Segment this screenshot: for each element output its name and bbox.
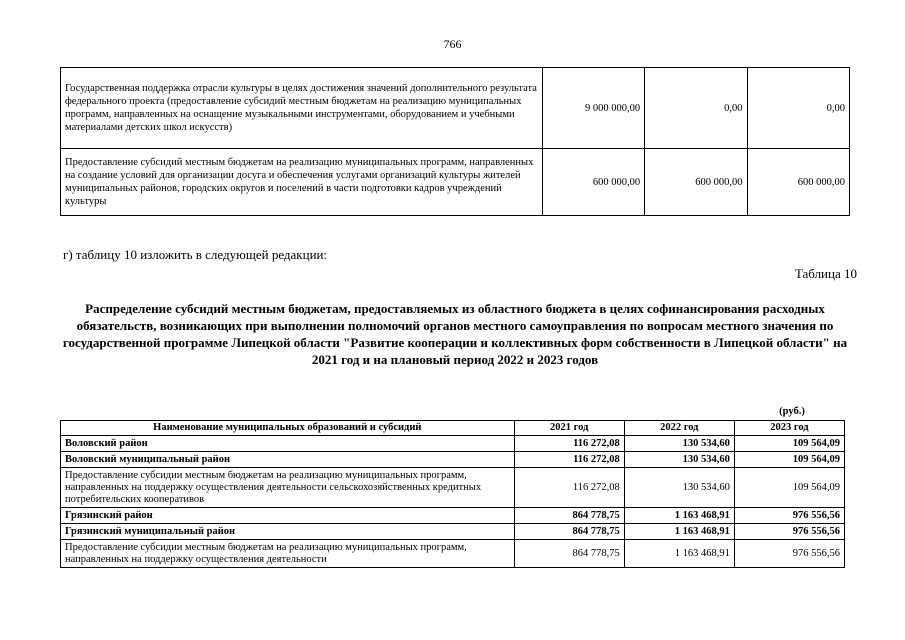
row-name: Предоставление субсидии местным бюджетам на реализацию муниципальных программ, направленных на поддержку осуществления деятельности сельскохозяйственных кредитных потребительских кооперативов [61,468,515,508]
value-2022: 1 163 468,91 [624,508,734,524]
unit-label: (руб.) [779,406,805,417]
value-2022: 0,00 [645,68,747,149]
value-2023: 976 556,56 [734,540,844,568]
header-2023: 2023 год [734,421,844,436]
page-number: 766 [443,37,462,51]
value-2021: 116 272,08 [514,452,624,468]
row-description: Государственная поддержка отрасли культуры в целях достижения значений дополнительного результата федерального проекта (предоставление субсидий местным бюджетам на реализацию муниципальных программ, направленных на оснащение музыкальными инструментами, оборудованием и учебными материалами детских школ искусств) [61,68,543,149]
value-2021: 864 778,75 [514,540,624,568]
table-row [61,540,845,568]
row-name: Грязинский район [61,508,515,524]
value-2023: 109 564,09 [734,452,844,468]
value-2022: 130 534,60 [624,452,734,468]
value-2023: 600 000,00 [747,149,849,216]
value-2022: 130 534,60 [624,468,734,508]
row-name: Воловский муниципальный район [61,452,515,468]
header-row [61,421,845,436]
value-2021: 116 272,08 [514,436,624,452]
value-2021: 600 000,00 [542,149,644,216]
value-2021: 864 778,75 [514,508,624,524]
instruction-text: г) таблицу 10 изложить в следующей редакции: [63,247,328,262]
table-row [61,508,845,524]
value-2023: 976 556,56 [734,524,844,540]
table-label: Таблица 10 [794,266,857,281]
value-2021: 864 778,75 [514,524,624,540]
value-2022: 1 163 468,91 [624,524,734,540]
header-name: Наименование муниципальных образований и субсидий [61,421,515,436]
value-2023: 109 564,09 [734,468,844,508]
value-2022: 130 534,60 [624,436,734,452]
value-2021: 9 000 000,00 [542,68,644,149]
table-row [61,436,845,452]
table-row [61,524,845,540]
value-2022: 600 000,00 [645,149,747,216]
value-2022: 1 163 468,91 [624,540,734,568]
row-name: Воловский район [61,436,515,452]
value-2023: 0,00 [747,68,849,149]
subsidy-table [60,420,845,568]
value-2023: 109 564,09 [734,436,844,452]
header-2021: 2021 год [514,421,624,436]
row-name: Грязинский муниципальный район [61,524,515,540]
table-row [61,149,850,216]
table-title: Распределение субсидий местным бюджетам, предоставляемых из областного бюджета в целях софинансирования расходных обязательств, возникающих при выполнении полномочий органов местного самоуправления по вопросам местного значения по государственной программе Липецкой области "Развитие кооперации и коллективных форм собственности в Липецкой области" на 2021 год и на плановый период 2022 и 2023 годов [62,301,848,367]
table-row [61,68,850,149]
row-name: Предоставление субсидии местным бюджетам на реализацию муниципальных программ, направленных на поддержку осуществления деятельности [61,540,515,568]
table-row [61,452,845,468]
table-row [61,468,845,508]
value-2021: 116 272,08 [514,468,624,508]
header-2022: 2022 год [624,421,734,436]
value-2023: 976 556,56 [734,508,844,524]
row-description: Предоставление субсидий местным бюджетам на реализацию муниципальных программ, направленных на создание условий для организации досуга и обеспечения услугами организаций культуры жителей муниципальных районов, городских округов и поселений в части подготовки кадров учреждений культуры [61,149,543,216]
continuation-table [60,67,850,216]
